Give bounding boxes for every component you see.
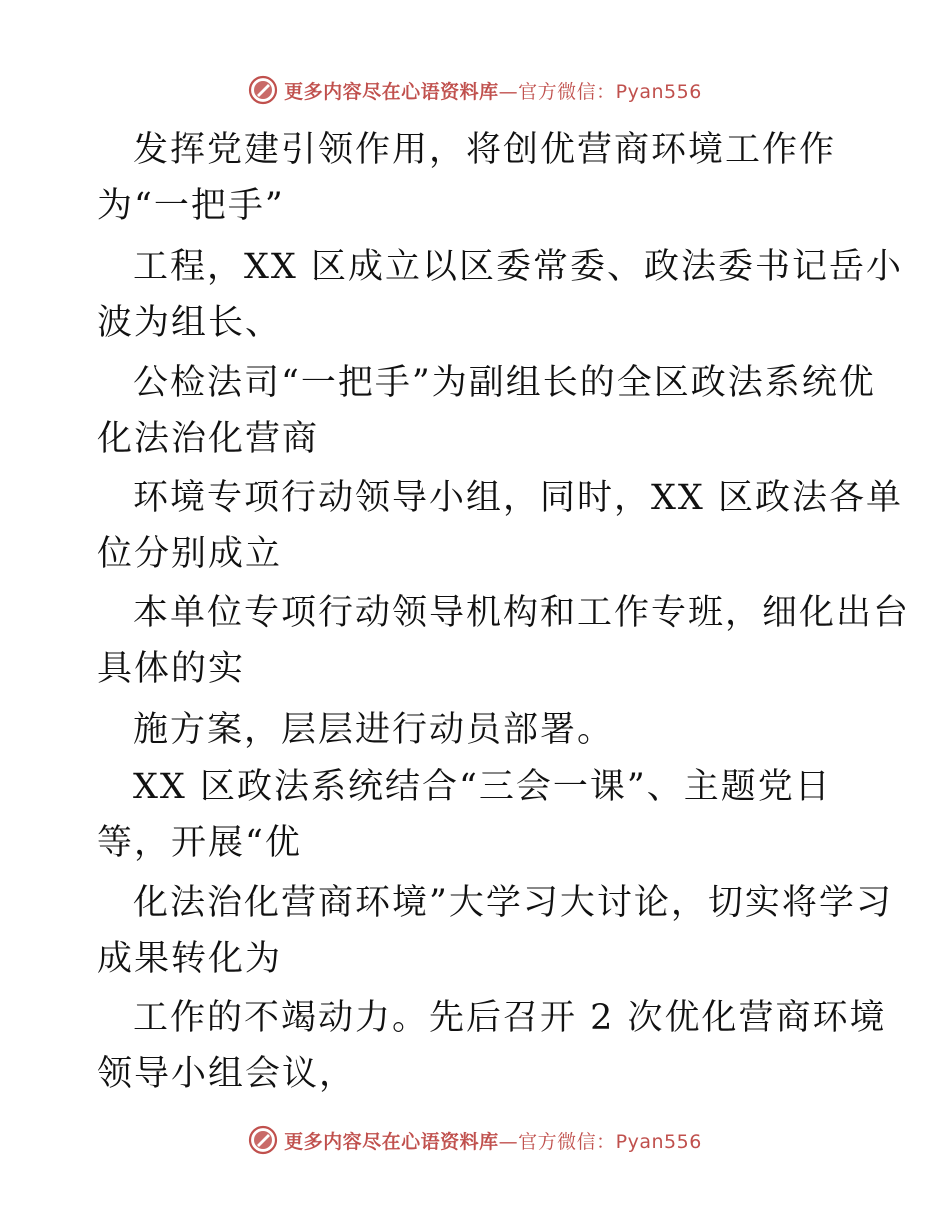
seal-logo-icon xyxy=(248,1125,278,1155)
paragraph-line: 工程，XX 区成立以区委常委、政法委书记岳小 xyxy=(133,247,903,287)
footer-banner xyxy=(0,1120,950,1160)
paragraph-line: XX 区政法系统结合“三会一课”、主题党日 xyxy=(133,767,832,807)
paragraph-line: 为“一把手” xyxy=(97,186,285,226)
paragraph-line: 工作的不竭动力。先后召开 2 次优化营商环境 xyxy=(133,998,887,1038)
paragraph-line: 发挥党建引领作用，将创优营商环境工作作 xyxy=(133,130,837,170)
paragraph-line: 本单位专项行动领导机构和工作专班，细化出台 xyxy=(133,593,911,633)
header-banner xyxy=(0,70,950,110)
paragraph-line: 环境专项行动领导小组，同时，XX 区政法各单 xyxy=(133,478,903,518)
paragraph-line: 成果转化为 xyxy=(97,939,283,979)
paragraph-line: 等，开展“优 xyxy=(97,823,302,863)
paragraph-line: 施方案，层层进行动员部署。 xyxy=(133,710,615,750)
paragraph-line: 公检法司“一把手”为副组长的全区政法系统优 xyxy=(133,363,876,403)
seal-logo-icon xyxy=(248,75,278,105)
paragraph-line: 位分别成立 xyxy=(97,534,283,574)
paragraph-line: 具体的实 xyxy=(97,649,246,689)
header-banner-text: 更多内容尽在心语资料库—官方微信：Pyan556 xyxy=(284,80,702,103)
paragraph-line: 化法治化营商 xyxy=(97,419,320,459)
paragraph-line: 化法治化营商环境”大学习大讨论，切实将学习 xyxy=(133,883,893,923)
footer-banner-text: 更多内容尽在心语资料库—官方微信：Pyan556 xyxy=(284,1130,702,1153)
paragraph-line: 波为组长、 xyxy=(97,303,283,343)
paragraph-line: 领导小组会议， xyxy=(97,1054,357,1094)
